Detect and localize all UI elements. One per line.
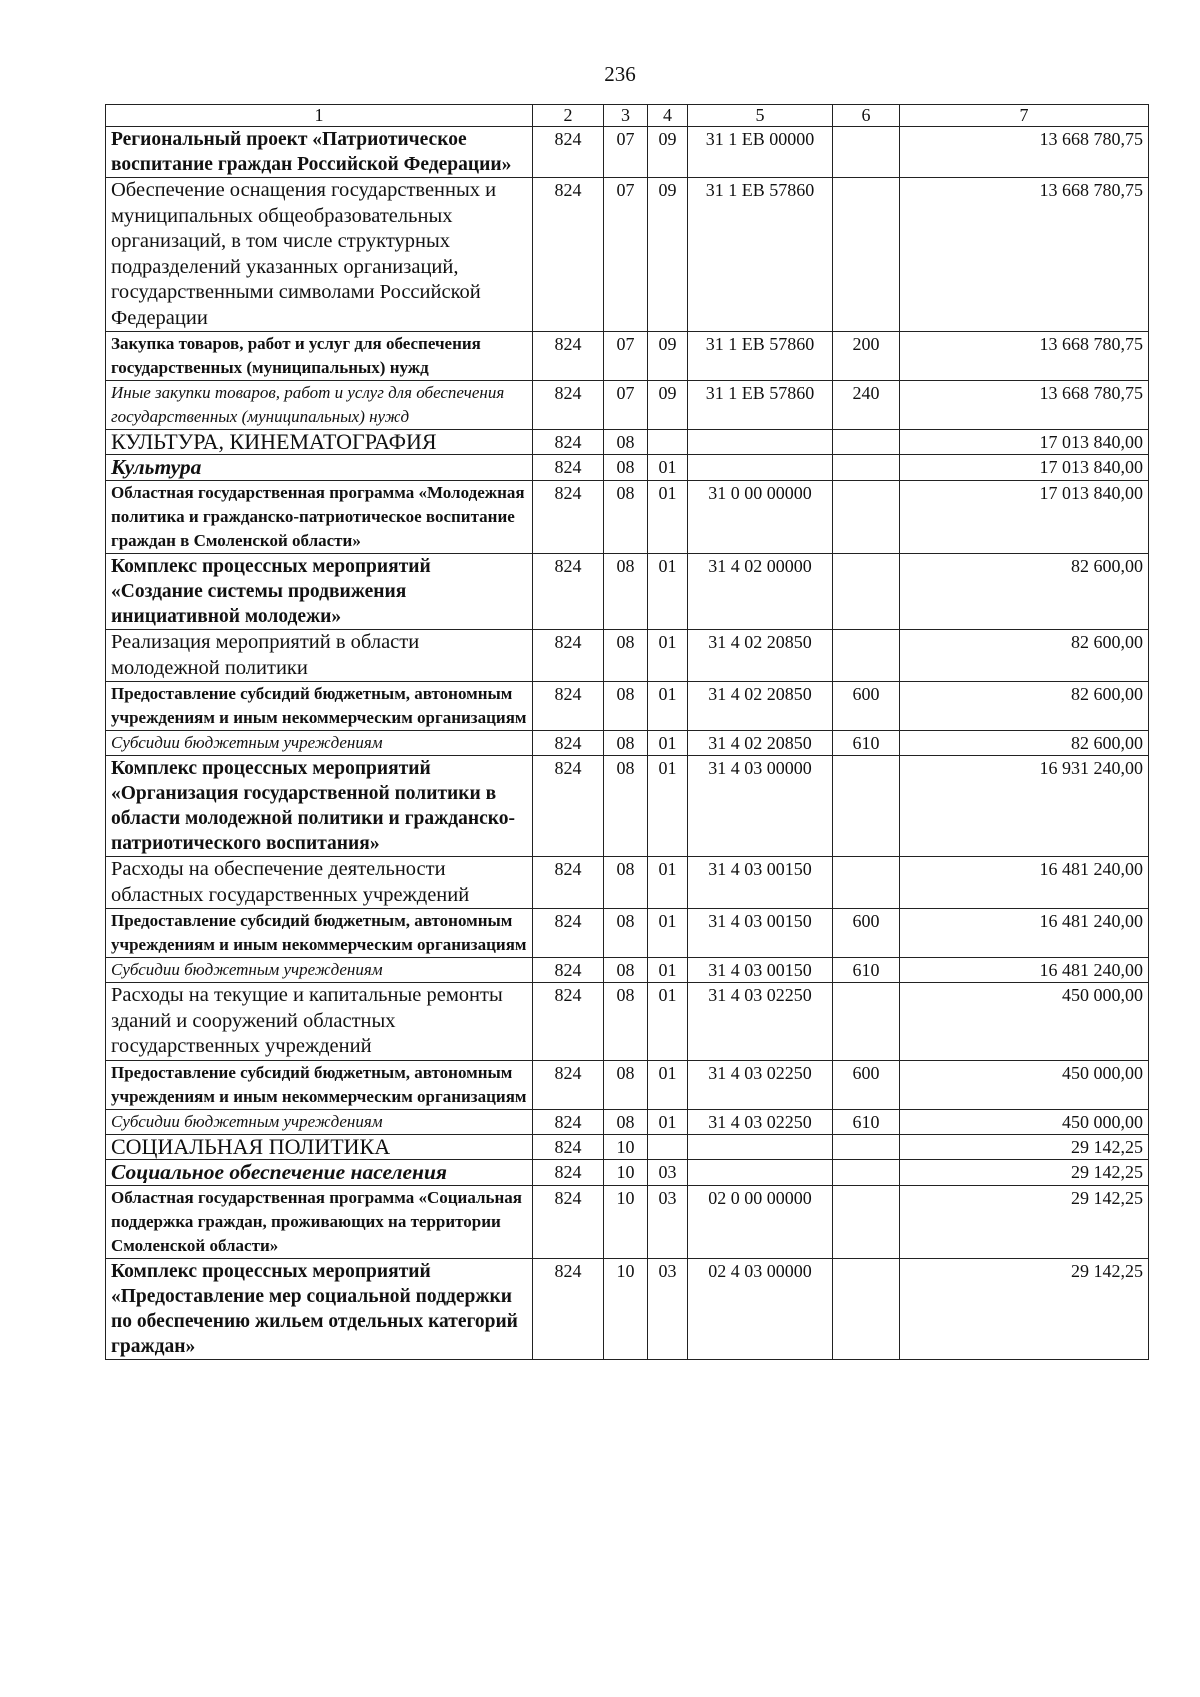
amount-cell: 16 481 240,00	[900, 909, 1149, 958]
target-article-cell: 31 1 ЕВ 00000	[688, 127, 833, 178]
expense-type-cell: 610	[833, 1109, 900, 1134]
row-name-cell: Областная государственная программа «Социальная поддержка граждан, проживающих на территории Смоленской области»	[106, 1185, 533, 1258]
subsection-code-cell: 01	[648, 731, 688, 756]
amount-cell: 16 481 240,00	[900, 958, 1149, 983]
expense-type-cell	[833, 1159, 900, 1185]
header-cell: 7	[900, 105, 1149, 127]
target-article-cell	[688, 455, 833, 481]
expense-type-cell	[833, 481, 900, 554]
amount-cell: 82 600,00	[900, 554, 1149, 630]
subsection-code-cell: 01	[648, 1060, 688, 1109]
row-name-cell: КУЛЬТУРА, КИНЕМАТОГРАФИЯ	[106, 430, 533, 455]
ministry-code-cell: 824	[533, 1109, 604, 1134]
section-code-cell: 08	[604, 481, 648, 554]
row-name-cell: Культура	[106, 455, 533, 481]
section-code-cell: 08	[604, 430, 648, 455]
subsection-code-cell: 01	[648, 682, 688, 731]
row-name-cell: Субсидии бюджетным учреждениям	[106, 731, 533, 756]
expense-type-cell	[833, 630, 900, 682]
header-cell: 4	[648, 105, 688, 127]
target-article-cell: 31 4 03 00150	[688, 958, 833, 983]
target-article-cell: 31 4 03 00150	[688, 857, 833, 909]
amount-cell: 16 481 240,00	[900, 857, 1149, 909]
expense-type-cell	[833, 554, 900, 630]
section-code-cell: 08	[604, 909, 648, 958]
subsection-code-cell: 01	[648, 958, 688, 983]
amount-cell: 13 668 780,75	[900, 178, 1149, 332]
section-code-cell: 08	[604, 1060, 648, 1109]
subsection-code-cell: 01	[648, 983, 688, 1061]
section-code-cell: 08	[604, 455, 648, 481]
target-article-cell: 31 1 ЕВ 57860	[688, 381, 833, 430]
row-name-cell: Социальное обеспечение населения	[106, 1159, 533, 1185]
section-code-cell: 10	[604, 1159, 648, 1185]
row-name-cell: Расходы на текущие и капитальные ремонты зданий и сооружений областных государственных учреждений	[106, 983, 533, 1061]
expense-type-cell	[833, 455, 900, 481]
expense-type-cell: 240	[833, 381, 900, 430]
expense-type-cell	[833, 756, 900, 857]
section-code-cell: 08	[604, 958, 648, 983]
ministry-code-cell: 824	[533, 455, 604, 481]
subsection-code-cell: 03	[648, 1258, 688, 1359]
expense-type-cell: 600	[833, 1060, 900, 1109]
table-row	[106, 682, 1149, 731]
amount-cell: 17 013 840,00	[900, 430, 1149, 455]
ministry-code-cell: 824	[533, 682, 604, 731]
row-name-cell: Субсидии бюджетным учреждениям	[106, 958, 533, 983]
amount-cell: 13 668 780,75	[900, 127, 1149, 178]
header-row	[106, 105, 1149, 127]
subsection-code-cell: 09	[648, 332, 688, 381]
table-row	[106, 1185, 1149, 1258]
ministry-code-cell: 824	[533, 127, 604, 178]
header-cell: 2	[533, 105, 604, 127]
expense-type-cell	[833, 178, 900, 332]
table-row	[106, 554, 1149, 630]
ministry-code-cell: 824	[533, 1134, 604, 1159]
expense-type-cell: 610	[833, 731, 900, 756]
subsection-code-cell: 01	[648, 909, 688, 958]
header-cell: 6	[833, 105, 900, 127]
table-row	[106, 731, 1149, 756]
ministry-code-cell: 824	[533, 958, 604, 983]
amount-cell: 450 000,00	[900, 1109, 1149, 1134]
row-name-cell: Закупка товаров, работ и услуг для обеспечения государственных (муниципальных) нужд	[106, 332, 533, 381]
subsection-code-cell: 09	[648, 178, 688, 332]
section-code-cell: 07	[604, 381, 648, 430]
row-name-cell: Областная государственная программа «Молодежная политика и гражданско-патриотическое воспитание граждан в Смоленской области»	[106, 481, 533, 554]
table-row	[106, 481, 1149, 554]
table-row	[106, 178, 1149, 332]
section-code-cell: 08	[604, 630, 648, 682]
subsection-code-cell: 01	[648, 481, 688, 554]
amount-cell: 29 142,25	[900, 1185, 1149, 1258]
table-row	[106, 630, 1149, 682]
section-code-cell: 08	[604, 1109, 648, 1134]
target-article-cell: 31 1 ЕВ 57860	[688, 332, 833, 381]
target-article-cell: 31 4 03 02250	[688, 983, 833, 1061]
section-code-cell: 08	[604, 682, 648, 731]
table-row	[106, 1134, 1149, 1159]
amount-cell: 29 142,25	[900, 1159, 1149, 1185]
ministry-code-cell: 824	[533, 1258, 604, 1359]
ministry-code-cell: 824	[533, 1185, 604, 1258]
target-article-cell: 31 4 03 00150	[688, 909, 833, 958]
row-name-cell: Региональный проект «Патриотическое воспитание граждан Российской Федерации»	[106, 127, 533, 178]
table-row	[106, 1258, 1149, 1359]
subsection-code-cell: 01	[648, 857, 688, 909]
expense-type-cell	[833, 1258, 900, 1359]
expense-type-cell	[833, 983, 900, 1061]
table-row	[106, 857, 1149, 909]
row-name-cell: Комплекс процессных мероприятий «Предоставление мер социальной поддержки по обеспечению жильем отдельных категорий граждан»	[106, 1258, 533, 1359]
table-row	[106, 983, 1149, 1061]
row-name-cell: Комплекс процессных мероприятий «Создание системы продвижения инициативной молодежи»	[106, 554, 533, 630]
section-code-cell: 08	[604, 756, 648, 857]
expense-type-cell	[833, 430, 900, 455]
subsection-code-cell: 01	[648, 1109, 688, 1134]
amount-cell: 16 931 240,00	[900, 756, 1149, 857]
table-row	[106, 455, 1149, 481]
section-code-cell: 10	[604, 1185, 648, 1258]
ministry-code-cell: 824	[533, 481, 604, 554]
section-code-cell: 10	[604, 1258, 648, 1359]
row-name-cell: СОЦИАЛЬНАЯ ПОЛИТИКА	[106, 1134, 533, 1159]
ministry-code-cell: 824	[533, 909, 604, 958]
amount-cell: 17 013 840,00	[900, 481, 1149, 554]
ministry-code-cell: 824	[533, 1159, 604, 1185]
expense-type-cell: 610	[833, 958, 900, 983]
target-article-cell: 31 4 02 20850	[688, 731, 833, 756]
table-row	[106, 756, 1149, 857]
target-article-cell	[688, 1159, 833, 1185]
target-article-cell: 31 4 03 00000	[688, 756, 833, 857]
target-article-cell: 02 0 00 00000	[688, 1185, 833, 1258]
table-row	[106, 332, 1149, 381]
target-article-cell: 31 4 02 20850	[688, 682, 833, 731]
ministry-code-cell: 824	[533, 178, 604, 332]
section-code-cell: 07	[604, 332, 648, 381]
target-article-cell: 31 4 02 20850	[688, 630, 833, 682]
expense-type-cell: 600	[833, 909, 900, 958]
subsection-code-cell: 01	[648, 630, 688, 682]
expense-type-cell	[833, 1134, 900, 1159]
row-name-cell: Иные закупки товаров, работ и услуг для обеспечения государственных (муниципальных) нужд	[106, 381, 533, 430]
subsection-code-cell: 01	[648, 554, 688, 630]
header-cell: 1	[106, 105, 533, 127]
target-article-cell	[688, 430, 833, 455]
amount-cell: 82 600,00	[900, 630, 1149, 682]
expense-type-cell	[833, 1185, 900, 1258]
row-name-cell: Предоставление субсидий бюджетным, автономным учреждениям и иным некоммерческим организациям	[106, 1060, 533, 1109]
section-code-cell: 07	[604, 127, 648, 178]
subsection-code-cell: 09	[648, 381, 688, 430]
ministry-code-cell: 824	[533, 332, 604, 381]
subsection-code-cell: 03	[648, 1185, 688, 1258]
target-article-cell: 02 4 03 00000	[688, 1258, 833, 1359]
row-name-cell: Реализация мероприятий в области молодежной политики	[106, 630, 533, 682]
ministry-code-cell: 824	[533, 857, 604, 909]
table-row	[106, 1109, 1149, 1134]
budget-table	[105, 104, 1149, 1360]
expense-type-cell: 600	[833, 682, 900, 731]
subsection-code-cell: 01	[648, 455, 688, 481]
subsection-code-cell: 09	[648, 127, 688, 178]
subsection-code-cell: 03	[648, 1159, 688, 1185]
row-name-cell: Расходы на обеспечение деятельности областных государственных учреждений	[106, 857, 533, 909]
amount-cell: 29 142,25	[900, 1134, 1149, 1159]
section-code-cell: 08	[604, 983, 648, 1061]
row-name-cell: Обеспечение оснащения государственных и муниципальных общеобразовательных организаций, в том числе структурных подразделений указанных организаций, государственными символами Российской Федерации	[106, 178, 533, 332]
ministry-code-cell: 824	[533, 554, 604, 630]
table-row	[106, 909, 1149, 958]
table-row	[106, 430, 1149, 455]
section-code-cell: 08	[604, 554, 648, 630]
header-cell: 5	[688, 105, 833, 127]
target-article-cell: 31 4 02 00000	[688, 554, 833, 630]
section-code-cell: 10	[604, 1134, 648, 1159]
target-article-cell: 31 4 03 02250	[688, 1109, 833, 1134]
expense-type-cell	[833, 127, 900, 178]
target-article-cell	[688, 1134, 833, 1159]
table-row	[106, 1060, 1149, 1109]
header-cell: 3	[604, 105, 648, 127]
ministry-code-cell: 824	[533, 983, 604, 1061]
amount-cell: 13 668 780,75	[900, 381, 1149, 430]
row-name-cell: Комплекс процессных мероприятий «Организация государственной политики в области молодежной политики и гражданско-патриотического воспитания»	[106, 756, 533, 857]
target-article-cell: 31 0 00 00000	[688, 481, 833, 554]
ministry-code-cell: 824	[533, 430, 604, 455]
amount-cell: 450 000,00	[900, 983, 1149, 1061]
section-code-cell: 08	[604, 731, 648, 756]
amount-cell: 82 600,00	[900, 682, 1149, 731]
target-article-cell: 31 4 03 02250	[688, 1060, 833, 1109]
subsection-code-cell: 01	[648, 756, 688, 857]
ministry-code-cell: 824	[533, 381, 604, 430]
expense-type-cell	[833, 857, 900, 909]
amount-cell: 17 013 840,00	[900, 455, 1149, 481]
amount-cell: 13 668 780,75	[900, 332, 1149, 381]
row-name-cell: Субсидии бюджетным учреждениям	[106, 1109, 533, 1134]
ministry-code-cell: 824	[533, 630, 604, 682]
target-article-cell: 31 1 ЕВ 57860	[688, 178, 833, 332]
table-row	[106, 381, 1149, 430]
section-code-cell: 08	[604, 857, 648, 909]
amount-cell: 82 600,00	[900, 731, 1149, 756]
subsection-code-cell	[648, 1134, 688, 1159]
amount-cell: 450 000,00	[900, 1060, 1149, 1109]
table-row	[106, 1159, 1149, 1185]
ministry-code-cell: 824	[533, 1060, 604, 1109]
row-name-cell: Предоставление субсидий бюджетным, автономным учреждениям и иным некоммерческим организациям	[106, 909, 533, 958]
amount-cell: 29 142,25	[900, 1258, 1149, 1359]
table-row	[106, 127, 1149, 178]
page-number: 236	[604, 62, 636, 86]
section-code-cell: 07	[604, 178, 648, 332]
row-name-cell: Предоставление субсидий бюджетным, автономным учреждениям и иным некоммерческим организациям	[106, 682, 533, 731]
ministry-code-cell: 824	[533, 756, 604, 857]
expense-type-cell: 200	[833, 332, 900, 381]
subsection-code-cell	[648, 430, 688, 455]
ministry-code-cell: 824	[533, 731, 604, 756]
table-row	[106, 958, 1149, 983]
